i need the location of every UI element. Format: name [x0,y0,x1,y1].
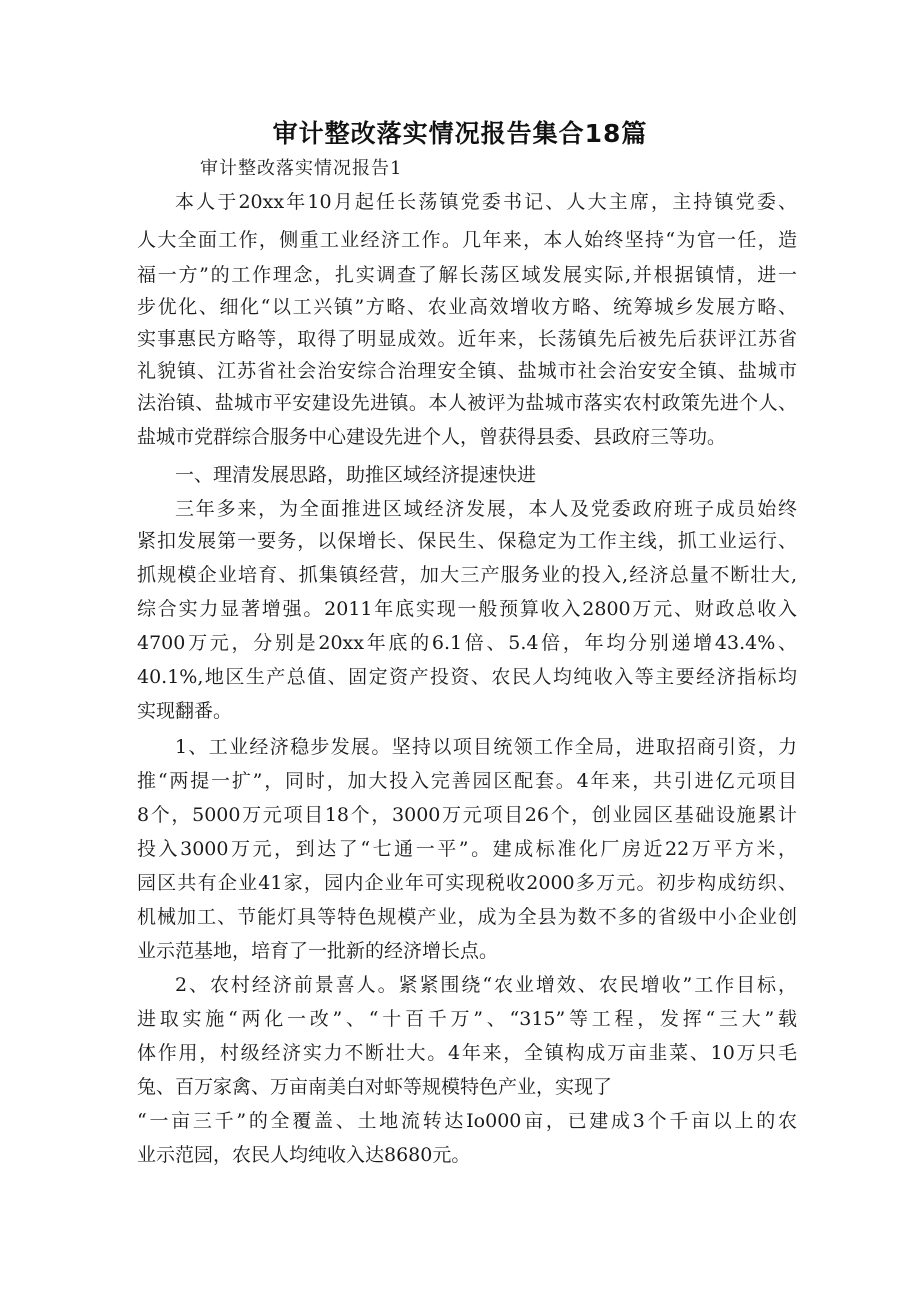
body-text-line: 人大全面工作，侧重工业经济工作。几年来，本人始终坚持“为官一任，造 [137,229,797,251]
section-heading: 一、理清发展思路，助推区域经济提速快进 [175,464,537,486]
body-text-line: 实现翻番。 [137,700,233,722]
body-text-line: 体作用，村级经济实力不断壮大。4年来，全镇构成万亩韭菜、10万只毛 [137,1042,797,1064]
body-text-line: 1、工业经济稳步发展。坚持以项目统领工作全局，进取招商引资，力 [175,736,797,758]
report-subtitle: 审计整改落实情况报告1 [200,158,403,179]
body-text-line: 实事惠民方略等，取得了明显成效。近年来，长荡镇先后被先后获评江苏省 [137,328,797,350]
body-text-line: 综合实力显著增强。2011年底实现一般预算收入2800万元、财政总收入 [137,598,797,620]
body-text-line: 4700万元，分别是20xx年底的6.1倍、5.4倍，年均分别递增43.4%、 [137,632,797,654]
body-text-line: 礼貌镇、江苏省社会治安综合治理安全镇、盐城市社会治安安全镇、盐城市 [137,360,797,382]
body-text-line: 兔、百万家禽、万亩南美白对虾等规模特色产业，实现了 [137,1076,613,1098]
body-text-line: 2、农村经济前景喜人。紧紧围绕“农业增效、农民增收”工作目标， [175,974,797,996]
body-text-line: 园区共有企业41家，园内企业年可实现税收2000多万元。初步构成纺织、 [137,872,797,894]
body-text-line: 三年多来，为全面推进区域经济发展，本人及党委政府班子成员始终 [175,498,797,520]
body-text-line: 业示范园，农民人均纯收入达8680元。 [137,1144,471,1166]
body-text-line: 盐城市党群综合服务中心建设先进个人，曾获得县委、县政府三等功。 [137,426,727,448]
body-text-line: 推“两提一扩”，同时，加大投入完善园区配套。4年来，共引进亿元项目 [137,770,797,792]
body-text-line: 法治镇、盐城市平安建设先进镇。本人被评为盐城市落实农村政策先进个人、 [137,392,797,414]
body-text-line: 本人于20xx年10月起任长荡镇党委书记、人大主席，主持镇党委、 [175,191,797,213]
body-text-line: 机械加工、节能灯具等特色规模产业，成为全县为数不多的省级中小企业创 [137,906,797,928]
document-title: 审计整改落实情况报告集合18篇 [272,119,648,148]
body-text-line: 40.1%,地区生产总值、固定资产投资、农民人均纯收入等主要经济指标均 [137,666,797,688]
body-text-line: 抓规模企业培育、抓集镇经营，加大三产服务业的投入,经济总量不断壮大, [137,564,797,586]
body-text-line: 步优化、细化“以工兴镇”方略、农业高效增收方略、统筹城乡发展方略、 [137,296,797,318]
body-text-line: “一亩三千”的全覆盖、土地流转达Io000亩，已建成3个千亩以上的农 [137,1110,797,1132]
body-text-line: 紧扣发展第一要务，以保增长、保民生、保稳定为工作主线，抓工业运行、 [137,530,797,552]
body-text-line: 进取实施“两化一改”、“十百千万”、“315”等工程，发挥“三大”载 [137,1008,797,1030]
body-text-line: 福一方”的工作理念，扎实调查了解长荡区域发展实际,并根据镇情，进一 [137,264,797,286]
body-text-line: 投入3000万元，到达了“七通一平”。建成标准化厂房近22万平方米， [137,838,797,860]
body-text-line: 8个，5000万元项目18个，3000万元项目26个，创业园区基础设施累计 [137,804,797,826]
body-text-line: 业示范基地，培育了一批新的经济增长点。 [137,940,499,962]
